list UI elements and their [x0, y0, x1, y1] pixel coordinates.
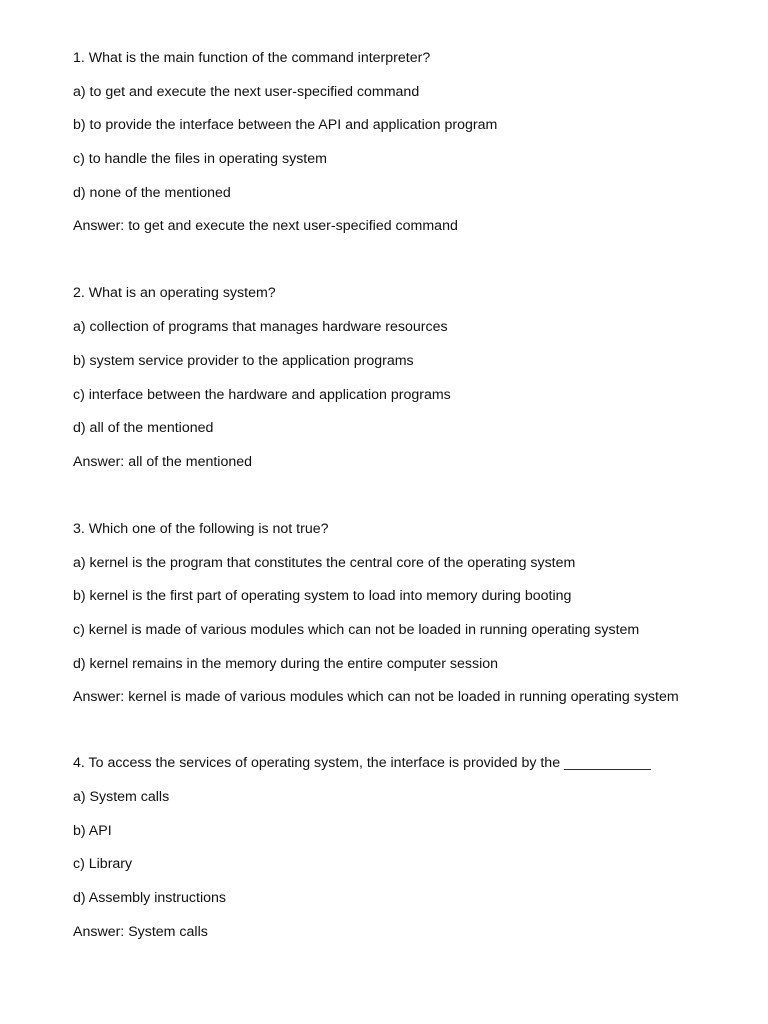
answer-text: Answer: all of the mentioned [73, 453, 253, 470]
question-text: 2. What is an operating system? [73, 285, 276, 302]
answer-text: Answer: System calls [73, 923, 208, 940]
option-a: a) collection of programs that manages hardware resources [73, 319, 448, 336]
option-b: b) to provide the interface between the API and application program [73, 117, 498, 134]
question-text: 4. To access the services of operating system, the interface is provided by the ___________ [73, 755, 651, 772]
block-spacer [73, 470, 683, 521]
question-block-3 [73, 521, 683, 705]
question-block-4 [73, 755, 683, 939]
option-d: d) kernel remains in the memory during the entire computer session [73, 655, 499, 672]
quiz-document [73, 50, 683, 940]
question-block-1 [73, 50, 683, 234]
option-d: d) all of the mentioned [73, 420, 214, 437]
question-text: 3. Which one of the following is not true? [73, 520, 329, 537]
option-a: a) System calls [73, 789, 170, 805]
option-d: d) none of the mentioned [73, 184, 231, 201]
question-text: 1. What is the main function of the command interpreter? [73, 50, 431, 66]
option-d: d) Assembly instructions [73, 890, 226, 907]
block-spacer [73, 705, 683, 755]
option-b: b) system service provider to the application programs [73, 352, 414, 369]
block-spacer [73, 234, 683, 285]
option-b: b) API [73, 822, 112, 839]
option-c: c) kernel is made of various modules which can not be loaded in running operating system [73, 621, 640, 638]
answer-text: Answer: to get and execute the next user-specified command [73, 218, 458, 235]
option-b: b) kernel is the first part of operating system to load into memory during booting [73, 588, 572, 605]
option-a: a) kernel is the program that constitutes the central core of the operating system [73, 554, 576, 571]
option-c: c) to handle the files in operating system [73, 151, 327, 168]
answer-text: Answer: kernel is made of various modules which can not be loaded in running operating system [73, 689, 679, 706]
option-c: c) interface between the hardware and application programs [73, 386, 451, 403]
option-c: c) Library [73, 856, 133, 873]
question-block-2 [73, 285, 683, 469]
option-a: a) to get and execute the next user-specified command [73, 83, 420, 100]
